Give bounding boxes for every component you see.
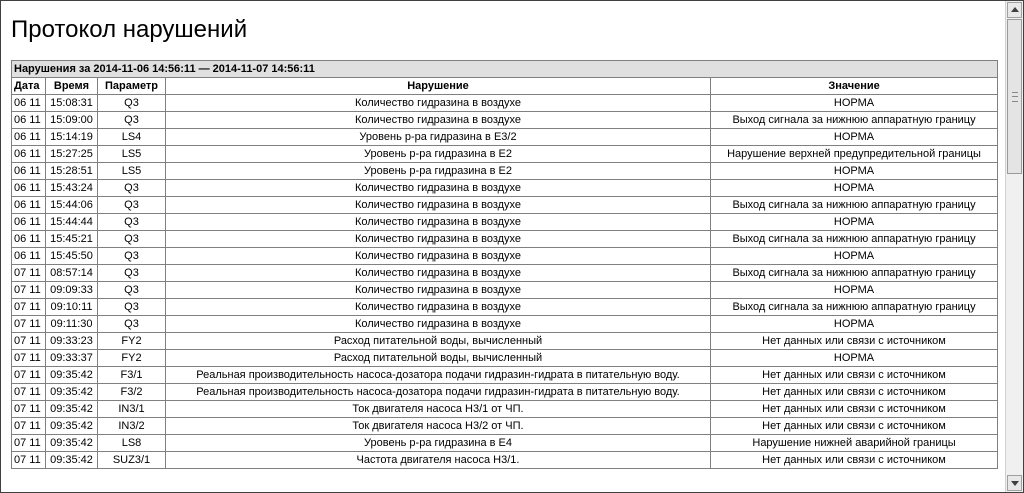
- cell-param: Q3: [98, 180, 166, 197]
- cell-value: НОРМА: [711, 282, 998, 299]
- cell-value: НОРМА: [711, 95, 998, 112]
- cell-param: F3/2: [98, 384, 166, 401]
- cell-date: 06 11: [12, 214, 46, 231]
- cell-param: LS4: [98, 129, 166, 146]
- column-header-date: Дата: [12, 78, 46, 95]
- table-row: [12, 214, 998, 231]
- cell-value: НОРМА: [711, 180, 998, 197]
- table-row: [12, 316, 998, 333]
- cell-date: 06 11: [12, 163, 46, 180]
- table-row: [12, 95, 998, 112]
- cell-value: Нарушение нижней аварийной границы: [711, 435, 998, 452]
- cell-value: Нарушение верхней предупредительной границы: [711, 146, 998, 163]
- cell-time: 15:45:50: [46, 248, 98, 265]
- cell-violation: Расход питательной воды, вычисленный: [166, 350, 711, 367]
- cell-value: Нет данных или связи с источником: [711, 333, 998, 350]
- cell-date: 06 11: [12, 248, 46, 265]
- cell-value: Выход сигнала за нижнюю аппаратную границу: [711, 197, 998, 214]
- table-row: [12, 299, 998, 316]
- cell-time: 15:14:19: [46, 129, 98, 146]
- table-row: [12, 435, 998, 452]
- cell-time: 09:09:33: [46, 282, 98, 299]
- cell-violation: Количество гидразина в воздухе: [166, 316, 711, 333]
- cell-date: 06 11: [12, 146, 46, 163]
- cell-violation: Количество гидразина в воздухе: [166, 265, 711, 282]
- cell-time: 09:35:42: [46, 384, 98, 401]
- cell-date: 07 11: [12, 452, 46, 469]
- cell-date: 07 11: [12, 384, 46, 401]
- cell-time: 15:28:51: [46, 163, 98, 180]
- cell-time: 15:27:25: [46, 146, 98, 163]
- cell-param: FY2: [98, 350, 166, 367]
- cell-param: IN3/1: [98, 401, 166, 418]
- violations-table: [11, 60, 998, 469]
- cell-value: Выход сигнала за нижнюю аппаратную границу: [711, 299, 998, 316]
- table-row: [12, 401, 998, 418]
- arrow-down-icon[interactable]: [1007, 475, 1022, 491]
- table-row: [12, 452, 998, 469]
- cell-date: 06 11: [12, 112, 46, 129]
- violations-table-container: [11, 60, 997, 469]
- cell-value: НОРМА: [711, 214, 998, 231]
- cell-param: Q3: [98, 95, 166, 112]
- cell-value: НОРМА: [711, 350, 998, 367]
- column-header-violation: Нарушение: [166, 78, 711, 95]
- cell-time: 09:10:11: [46, 299, 98, 316]
- cell-value: НОРМА: [711, 163, 998, 180]
- cell-param: Q3: [98, 197, 166, 214]
- cell-time: 08:57:14: [46, 265, 98, 282]
- cell-date: 07 11: [12, 282, 46, 299]
- cell-value: Выход сигнала за нижнюю аппаратную границу: [711, 231, 998, 248]
- cell-param: F3/1: [98, 367, 166, 384]
- table-row: [12, 231, 998, 248]
- table-caption: Нарушения за 2014-11-06 14:56:11 — 2014-11-07 14:56:11: [12, 61, 998, 78]
- cell-param: Q3: [98, 265, 166, 282]
- vertical-scrollbar[interactable]: [1005, 1, 1023, 492]
- table-row: [12, 418, 998, 435]
- cell-param: Q3: [98, 248, 166, 265]
- table-row: [12, 146, 998, 163]
- cell-date: 06 11: [12, 180, 46, 197]
- cell-time: 09:35:42: [46, 418, 98, 435]
- cell-violation: Количество гидразина в воздухе: [166, 231, 711, 248]
- table-row: [12, 367, 998, 384]
- cell-violation: Количество гидразина в воздухе: [166, 197, 711, 214]
- cell-date: 07 11: [12, 435, 46, 452]
- cell-value: НОРМА: [711, 316, 998, 333]
- cell-param: Q3: [98, 316, 166, 333]
- cell-time: 15:44:44: [46, 214, 98, 231]
- table-row: [12, 333, 998, 350]
- cell-date: 07 11: [12, 265, 46, 282]
- cell-date: 07 11: [12, 316, 46, 333]
- cell-date: 07 11: [12, 418, 46, 435]
- cell-violation: Количество гидразина в воздухе: [166, 112, 711, 129]
- cell-violation: Количество гидразина в воздухе: [166, 282, 711, 299]
- cell-violation: Ток двигателя насоса Н3/1 от ЧП.: [166, 401, 711, 418]
- cell-value: Нет данных или связи с источником: [711, 401, 998, 418]
- cell-value: Выход сигнала за нижнюю аппаратную границу: [711, 112, 998, 129]
- table-row: [12, 197, 998, 214]
- cell-param: Q3: [98, 299, 166, 316]
- cell-param: FY2: [98, 333, 166, 350]
- cell-value: Выход сигнала за нижнюю аппаратную границу: [711, 265, 998, 282]
- cell-violation: Количество гидразина в воздухе: [166, 248, 711, 265]
- cell-date: 07 11: [12, 350, 46, 367]
- cell-param: Q3: [98, 214, 166, 231]
- cell-date: 07 11: [12, 367, 46, 384]
- cell-date: 07 11: [12, 333, 46, 350]
- cell-time: 09:35:42: [46, 452, 98, 469]
- cell-time: 15:09:00: [46, 112, 98, 129]
- cell-violation: Количество гидразина в воздухе: [166, 214, 711, 231]
- cell-time: 15:45:21: [46, 231, 98, 248]
- cell-time: 15:43:24: [46, 180, 98, 197]
- cell-param: Q3: [98, 282, 166, 299]
- cell-date: 06 11: [12, 231, 46, 248]
- table-row: [12, 163, 998, 180]
- cell-violation: Количество гидразина в воздухе: [166, 95, 711, 112]
- cell-param: SUZ3/1: [98, 452, 166, 469]
- column-header-time: Время: [46, 78, 98, 95]
- table-row: [12, 384, 998, 401]
- table-body: [12, 95, 998, 469]
- cell-value: НОРМА: [711, 248, 998, 265]
- cell-violation: Количество гидразина в воздухе: [166, 180, 711, 197]
- cell-param: Q3: [98, 231, 166, 248]
- cell-date: 06 11: [12, 197, 46, 214]
- table-row: [12, 112, 998, 129]
- cell-violation: Реальная производительность насоса-дозатора подачи гидразин-гидрата в питательную воду.: [166, 367, 711, 384]
- grip-icon: [1012, 92, 1018, 102]
- table-row: [12, 350, 998, 367]
- cell-violation: Уровень р-ра гидразина в Е3/2: [166, 129, 711, 146]
- cell-violation: Уровень р-ра гидразина в Е2: [166, 163, 711, 180]
- cell-violation: Частота двигателя насоса Н3/1.: [166, 452, 711, 469]
- cell-violation: Ток двигателя насоса Н3/2 от ЧП.: [166, 418, 711, 435]
- cell-violation: Уровень р-ра гидразина в Е2: [166, 146, 711, 163]
- table-row: [12, 129, 998, 146]
- cell-time: 09:35:42: [46, 401, 98, 418]
- cell-time: 09:33:37: [46, 350, 98, 367]
- table-row: [12, 180, 998, 197]
- cell-time: 09:35:42: [46, 367, 98, 384]
- scroll-thumb[interactable]: [1007, 19, 1022, 174]
- table-row: [12, 248, 998, 265]
- cell-violation: Расход питательной воды, вычисленный: [166, 333, 711, 350]
- cell-violation: Уровень р-ра гидразина в Е4: [166, 435, 711, 452]
- cell-value: Нет данных или связи с источником: [711, 452, 998, 469]
- cell-value: Нет данных или связи с источником: [711, 367, 998, 384]
- cell-date: 07 11: [12, 299, 46, 316]
- cell-param: LS5: [98, 146, 166, 163]
- cell-date: 06 11: [12, 129, 46, 146]
- cell-value: Нет данных или связи с источником: [711, 418, 998, 435]
- cell-time: 09:33:23: [46, 333, 98, 350]
- cell-time: 15:08:31: [46, 95, 98, 112]
- cell-param: Q3: [98, 112, 166, 129]
- column-header-value: Значение: [711, 78, 998, 95]
- cell-time: 09:11:30: [46, 316, 98, 333]
- cell-violation: Количество гидразина в воздухе: [166, 299, 711, 316]
- arrow-up-icon[interactable]: [1007, 2, 1022, 18]
- cell-time: 15:44:06: [46, 197, 98, 214]
- cell-param: LS8: [98, 435, 166, 452]
- cell-param: LS5: [98, 163, 166, 180]
- cell-date: 07 11: [12, 401, 46, 418]
- cell-param: IN3/2: [98, 418, 166, 435]
- column-header-param: Параметр: [98, 78, 166, 95]
- page-title: Протокол нарушений: [11, 16, 248, 43]
- cell-date: 06 11: [12, 95, 46, 112]
- table-row: [12, 265, 998, 282]
- cell-time: 09:35:42: [46, 435, 98, 452]
- cell-value: Нет данных или связи с источником: [711, 384, 998, 401]
- table-row: [12, 282, 998, 299]
- cell-value: НОРМА: [711, 129, 998, 146]
- cell-violation: Реальная производительность насоса-дозатора подачи гидразин-гидрата в питательную воду.: [166, 384, 711, 401]
